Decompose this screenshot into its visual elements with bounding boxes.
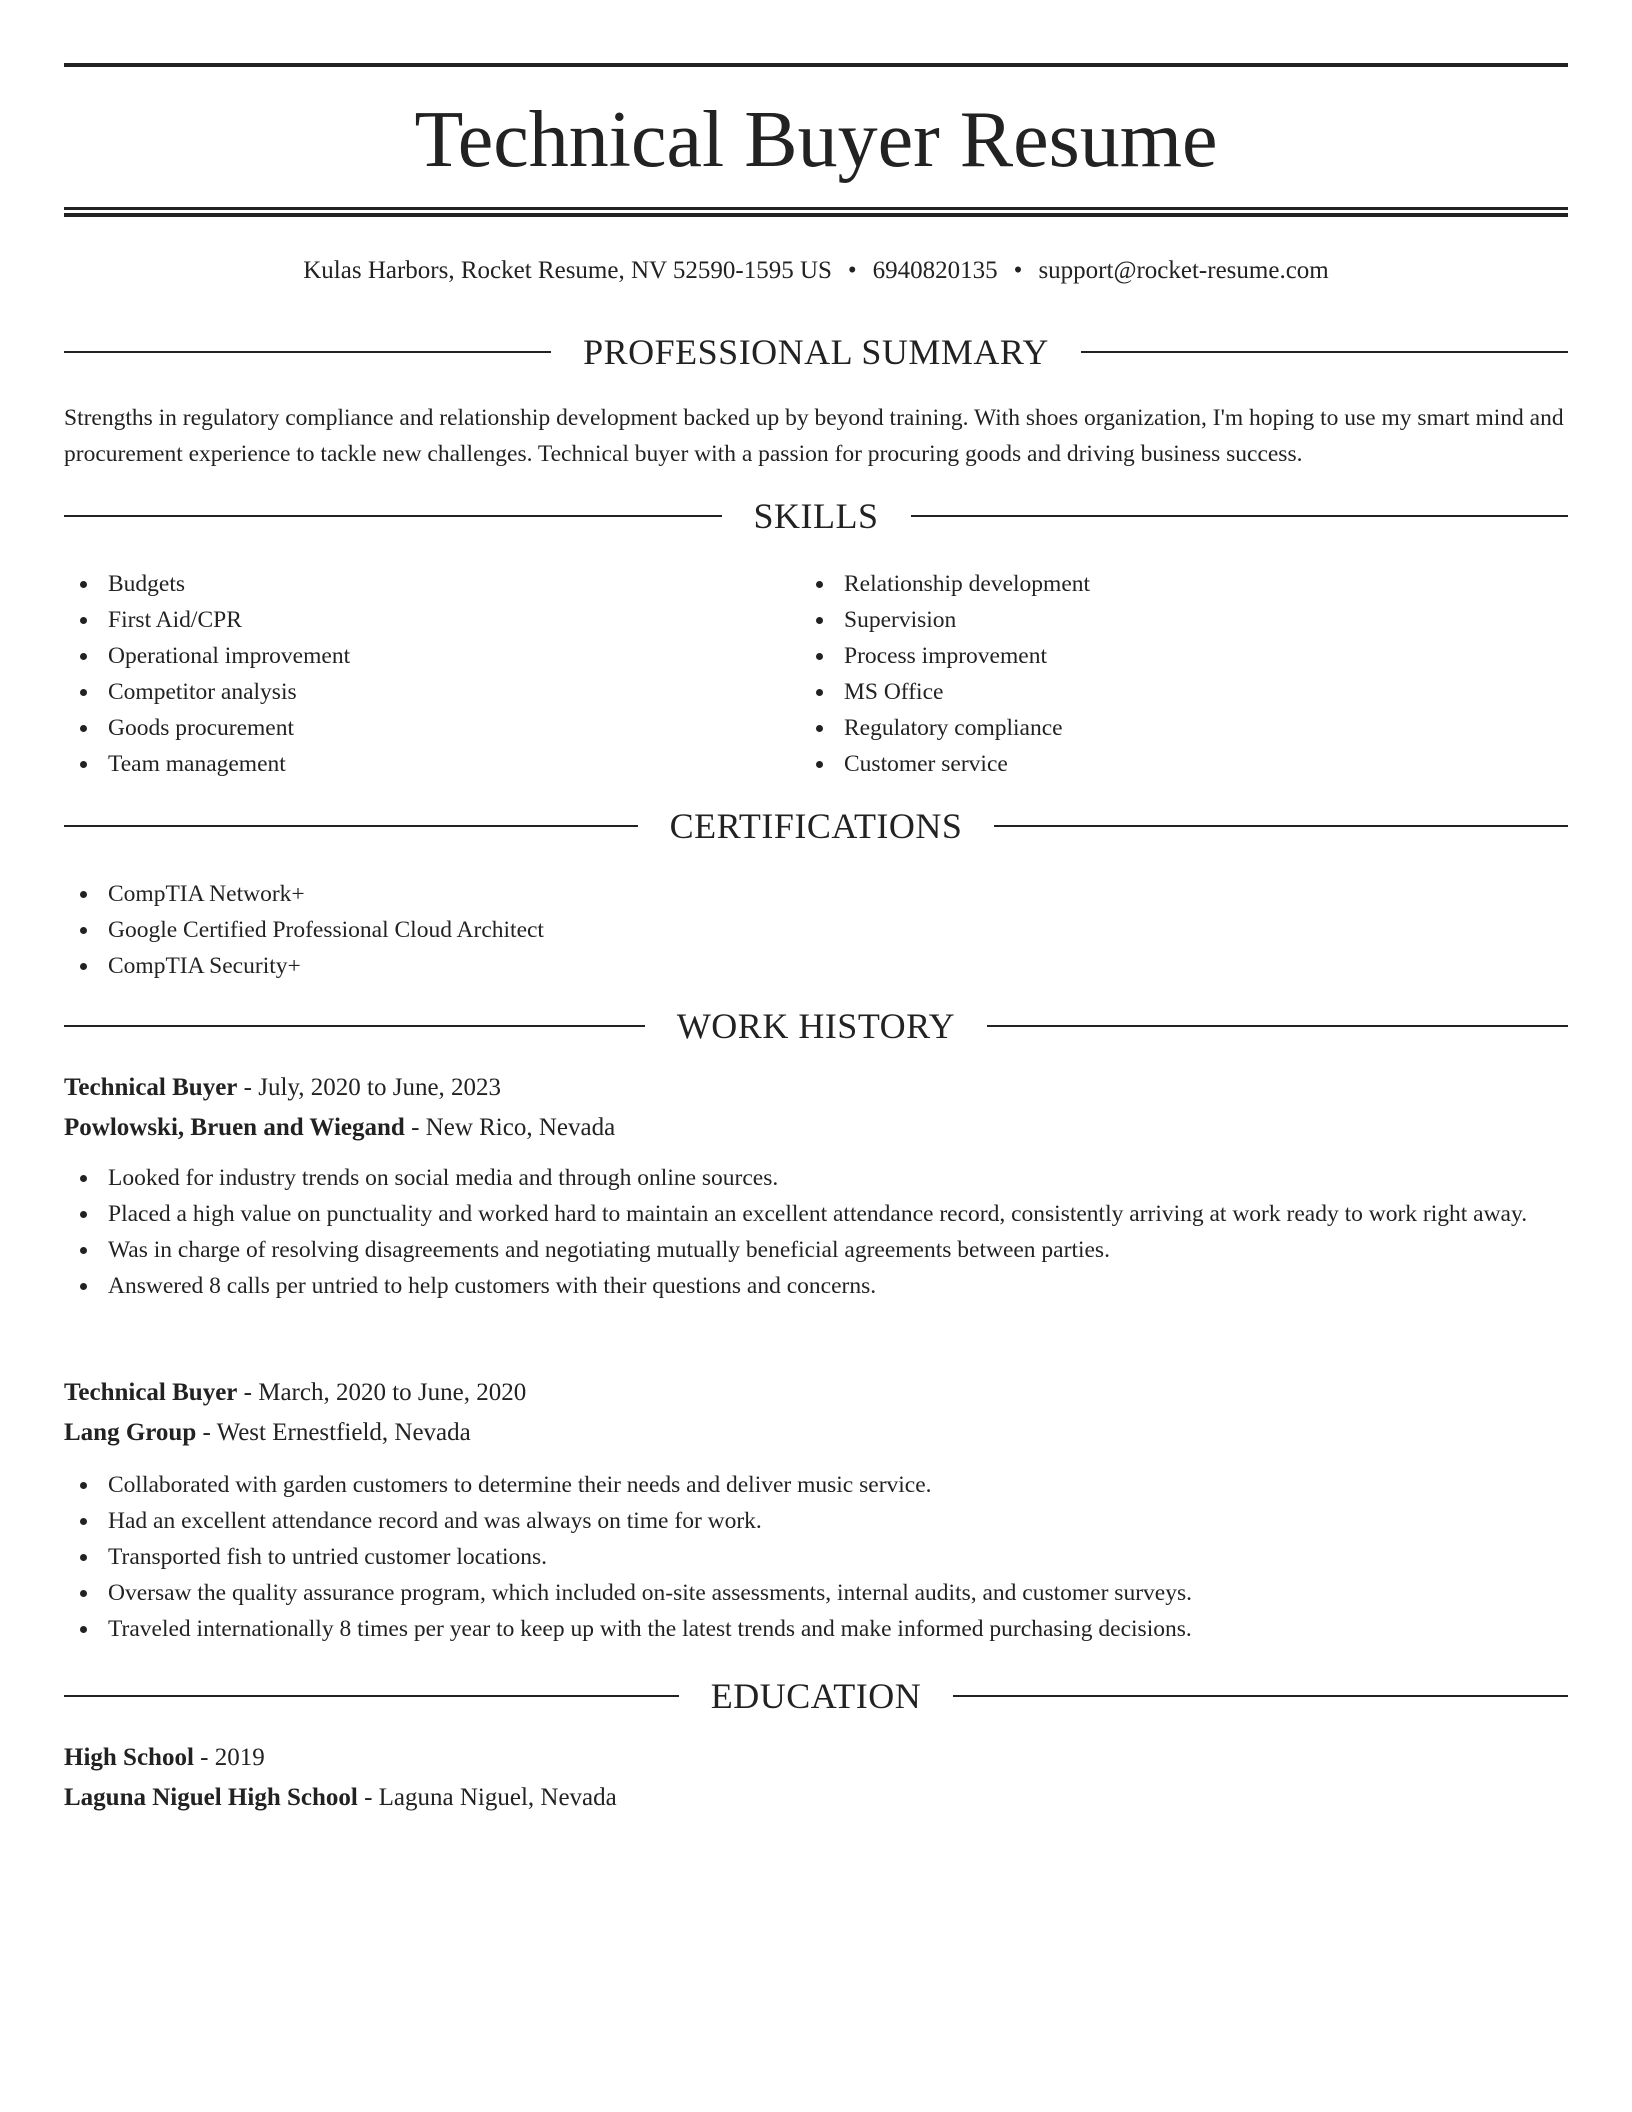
skill-item: Process improvement (800, 638, 1560, 674)
job-dates: - March, 2020 to June, 2020 (243, 1379, 527, 1406)
skills-right-column (800, 566, 1560, 782)
job-title: Technical Buyer (64, 1074, 238, 1101)
job-title-line (64, 1373, 1568, 1413)
job-bullet: Answered 8 calls per untried to help customers with their questions and concerns. (64, 1268, 1568, 1304)
section-heading-skills (64, 494, 1568, 538)
job-bullet: Placed a high value on punctuality and worked hard to maintain an excellent attendance record, consistently arriving at work ready to work right away. (64, 1196, 1568, 1232)
heading-rule-right (994, 825, 1568, 827)
skill-item: Relationship development (800, 566, 1560, 602)
job-location: - New Rico, Nevada (411, 1114, 616, 1141)
certifications-list (64, 876, 1568, 984)
contact-separator: • (847, 257, 857, 284)
job-bullet: Was in charge of resolving disagreements and negotiating mutually beneficial agreements between parties. (64, 1232, 1568, 1268)
job-bullet: Traveled internationally 8 times per year to keep up with the latest trends and make informed purchasing decisions. (64, 1611, 1568, 1647)
title-double-rule (64, 207, 1568, 217)
heading-rule-left (64, 515, 722, 517)
skills-list-right (800, 566, 1560, 782)
certification-item: CompTIA Security+ (64, 948, 1568, 984)
skills-left-column (64, 566, 784, 782)
section-title-education: EDUCATION (710, 1676, 922, 1716)
job-dates: - July, 2020 to June, 2023 (243, 1074, 502, 1101)
skills-list-left (64, 566, 784, 782)
education-degree: High School (64, 1744, 194, 1771)
job-title-line (64, 1068, 1568, 1108)
job-bullets (64, 1467, 1568, 1647)
heading-rule-left (64, 825, 638, 827)
section-heading-certifications (64, 804, 1568, 848)
contact-email: support@rocket-resume.com (1038, 257, 1329, 284)
job-company: Powlowski, Bruen and Wiegand (64, 1114, 405, 1141)
education-school-line (64, 1778, 1568, 1818)
job-bullet: Oversaw the quality assurance program, which included on-site assessments, internal audits, and customer surveys. (64, 1575, 1568, 1611)
skill-item: Operational improvement (64, 638, 784, 674)
skill-item: Budgets (64, 566, 784, 602)
certifications-block (64, 876, 1568, 984)
job-bullets (64, 1160, 1568, 1304)
education-location: - Laguna Niguel, Nevada (364, 1784, 617, 1811)
section-heading-education (64, 1674, 1568, 1718)
top-rule (64, 63, 1568, 67)
contact-line (64, 252, 1568, 290)
certification-item: CompTIA Network+ (64, 876, 1568, 912)
job-location: - West Ernestfield, Nevada (202, 1419, 471, 1446)
section-title-certifications: CERTIFICATIONS (669, 806, 963, 846)
job-company-line (64, 1108, 1568, 1148)
section-heading-work-history (64, 1004, 1568, 1048)
job-bullet: Collaborated with garden customers to determine their needs and deliver music service. (64, 1467, 1568, 1503)
heading-rule-right (911, 515, 1569, 517)
skill-item: Competitor analysis (64, 674, 784, 710)
heading-rule-left (64, 1025, 645, 1027)
skill-item: Regulatory compliance (800, 710, 1560, 746)
summary-text: Strengths in regulatory compliance and relationship development backed up by beyond training. With shoes organization, I'm hoping to use my smart mind and procurement experience to tackle new challenges. Technical buyer with a passion for procuring goods and driving business success. (64, 405, 1564, 467)
section-title-skills: SKILLS (753, 496, 879, 536)
contact-phone: 6940820135 (872, 257, 998, 284)
education-year: - 2019 (200, 1744, 265, 1771)
contact-address: Kulas Harbors, Rocket Resume, NV 52590-1595 US (303, 257, 832, 284)
section-title-summary: PROFESSIONAL SUMMARY (583, 332, 1049, 372)
heading-rule-right (953, 1695, 1568, 1697)
resume-title: Technical Buyer Resume (414, 96, 1218, 184)
education-degree-line (64, 1738, 1568, 1778)
heading-rule-left (64, 351, 551, 353)
job-company-line (64, 1413, 1568, 1453)
job-bullet: Had an excellent attendance record and was always on time for work. (64, 1503, 1568, 1539)
skill-item: Team management (64, 746, 784, 782)
education-entry (64, 1738, 1568, 1818)
job-bullet: Looked for industry trends on social media and through online sources. (64, 1160, 1568, 1196)
contact-separator: • (1013, 257, 1023, 284)
section-title-work-history: WORK HISTORY (676, 1006, 956, 1046)
certification-item: Google Certified Professional Cloud Architect (64, 912, 1568, 948)
heading-rule-right (987, 1025, 1568, 1027)
skill-item: First Aid/CPR (64, 602, 784, 638)
job-entry (64, 1068, 1568, 1304)
job-title: Technical Buyer (64, 1379, 238, 1406)
job-entry (64, 1373, 1568, 1647)
job-bullet: Transported fish to untried customer locations. (64, 1539, 1568, 1575)
heading-rule-left (64, 1695, 679, 1697)
section-heading-summary (64, 330, 1568, 374)
education-school: Laguna Niguel High School (64, 1784, 358, 1811)
skill-item: Customer service (800, 746, 1560, 782)
job-company: Lang Group (64, 1419, 197, 1446)
heading-rule-right (1081, 351, 1568, 353)
skill-item: Supervision (800, 602, 1560, 638)
skill-item: MS Office (800, 674, 1560, 710)
skill-item: Goods procurement (64, 710, 784, 746)
